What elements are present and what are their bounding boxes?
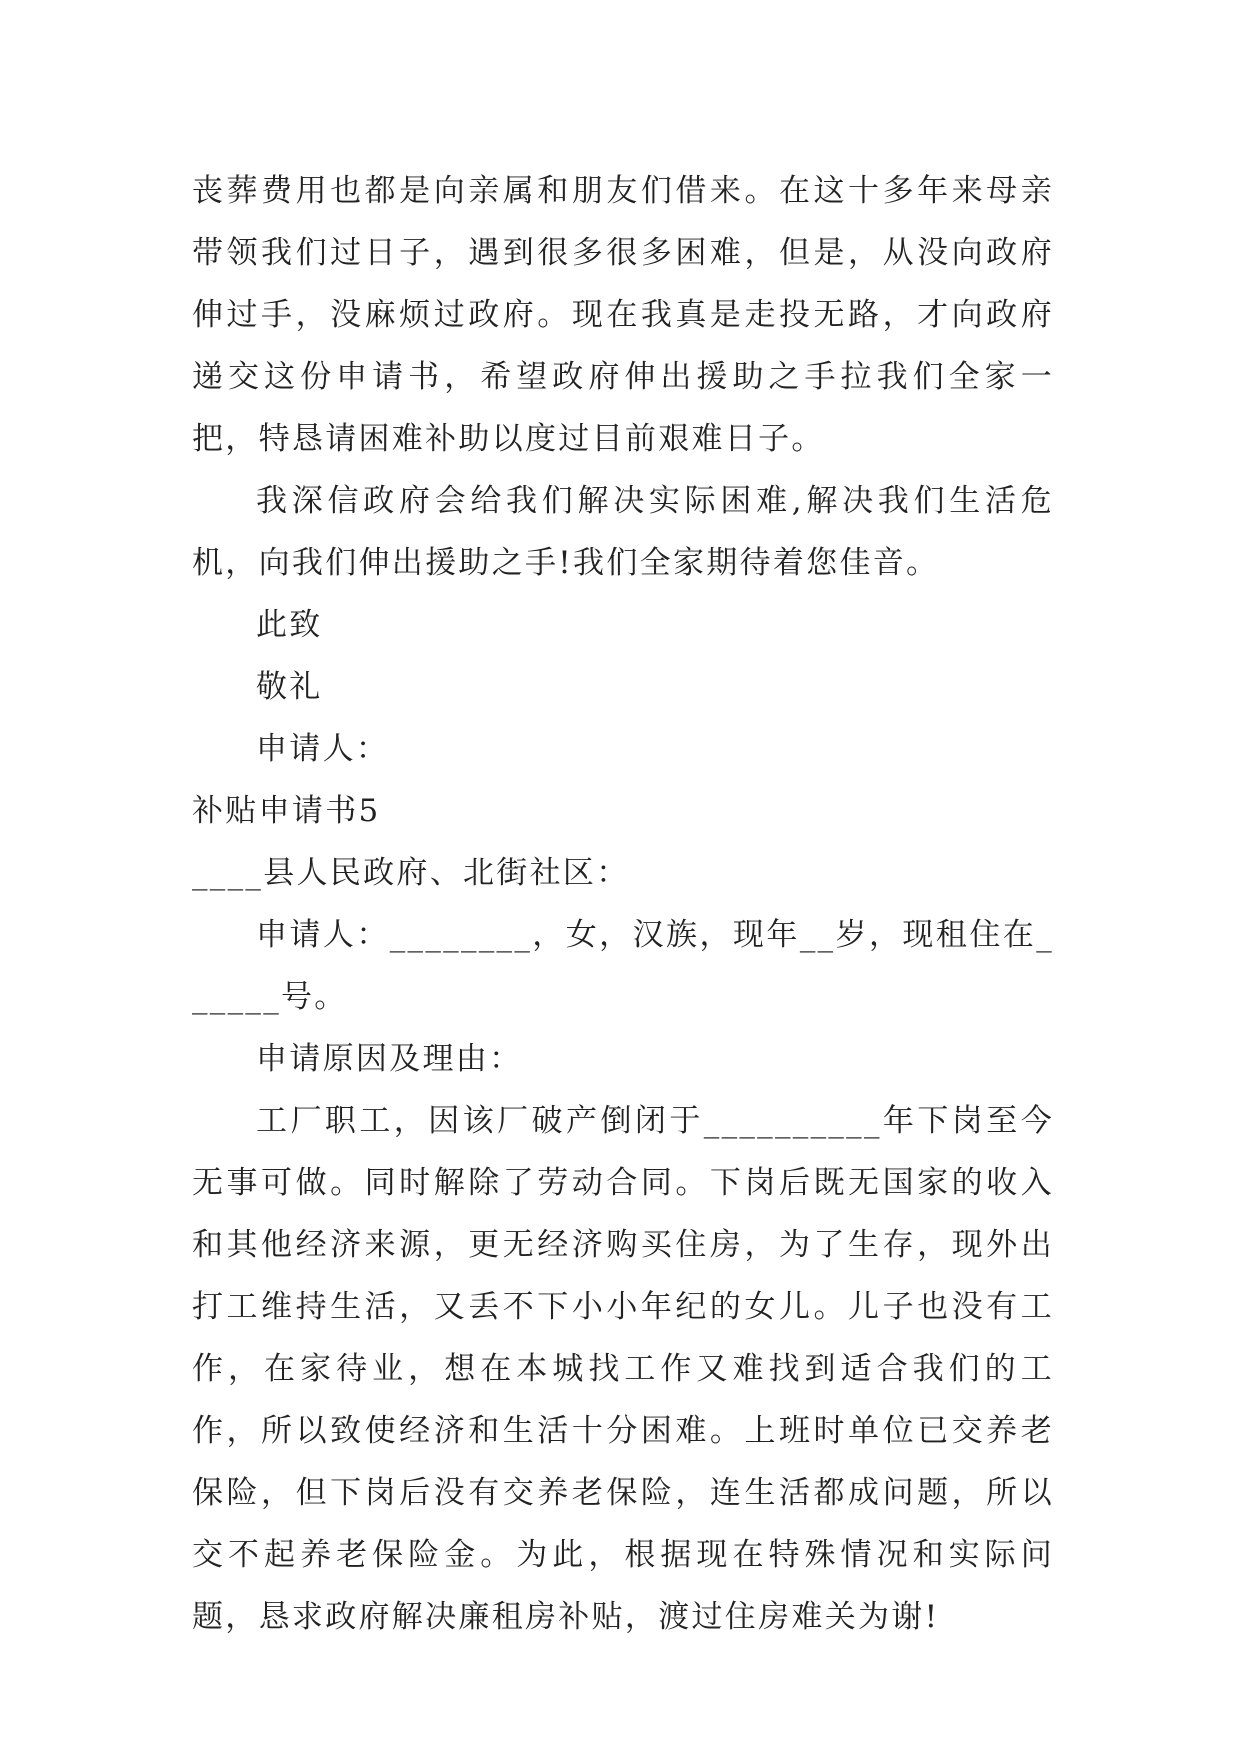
- document-page: [192, 160, 1054, 1648]
- section-title: 补贴申请书5: [192, 793, 381, 829]
- closing-jingli: 敬礼: [256, 669, 323, 705]
- paragraph-hardship: 丧葬费用也都是向亲属和朋友们借来。在这十多年来母亲带领我们过日子，遇到很多很多困难，但是，从没向政府伸过手，没麻烦过政府。现在我真是走投无路，才向政府递交这份申请书，希望政府伸出援助之手拉我们全家一把，特恳请困难补助以度过目前艰难日子。: [192, 173, 1054, 457]
- applicant-signature: 申请人：: [256, 731, 390, 767]
- applicant-info: 申请人：________，女，汉族，现年__岁，现租住在______号。: [192, 917, 1054, 1015]
- paragraph-reasons: 工厂职工，因该厂破产倒闭于__________年下岗至今无事可做。同时解除了劳动合同。下岗后既无国家的收入和其他经济来源，更无经济购买住房，为了生存，现外出打工维持生活，又丢不下小小年纪的女儿。儿子也没有工作，在家待业，想在本城找工作又难找到适合我们的工作，所以致使经济和生活十分困难。上班时单位已交养老保险，但下岗后没有交养老保险，连生活都成问题，所以交不起养老保险金。为此，根据现在特殊情况和实际问题，恳求政府解决廉租房补贴，渡过住房难关为谢!: [192, 1103, 1054, 1635]
- paragraph-trust: 我深信政府会给我们解决实际困难,解决我们生活危机，向我们伸出援助之手!我们全家期待着您佳音。: [192, 483, 1054, 581]
- reason-label: 申请原因及理由：: [256, 1041, 523, 1077]
- addressee: ____县人民政府、北街社区：: [192, 855, 630, 891]
- closing-cizhi: 此致: [256, 607, 323, 643]
